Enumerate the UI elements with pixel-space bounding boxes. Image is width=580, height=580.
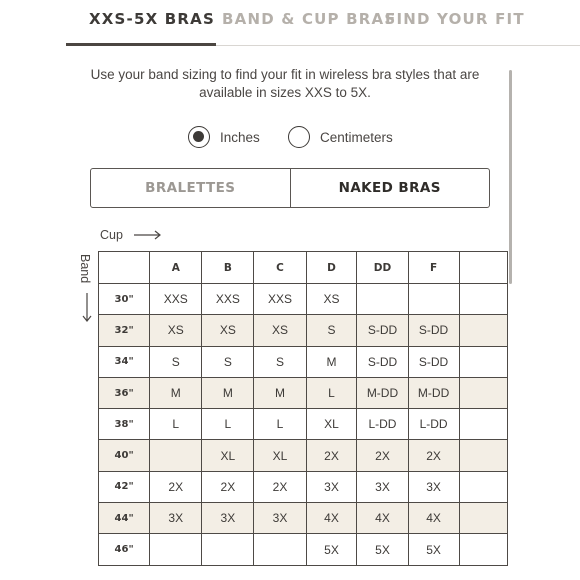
size-cell: [459, 503, 507, 534]
size-cell: M-DD: [357, 377, 408, 408]
size-cell: S-DD: [357, 315, 408, 346]
size-cell: S-DD: [408, 346, 459, 377]
size-cell: S: [150, 346, 202, 377]
table-row: [99, 284, 508, 315]
size-cell: 2X: [202, 471, 254, 502]
size-cell: 2X: [254, 471, 306, 502]
size-cell: S-DD: [408, 315, 459, 346]
band-cell: 46": [99, 534, 150, 565]
cup-header: A: [150, 252, 202, 284]
size-cell: 3X: [150, 503, 202, 534]
size-cell: XS: [306, 284, 357, 315]
table-row: [99, 377, 508, 408]
size-cell: [459, 346, 507, 377]
size-cell: S: [254, 346, 306, 377]
size-cell: S: [202, 346, 254, 377]
unit-label-centimeters: Centimeters: [320, 129, 393, 145]
table-row: [99, 503, 508, 534]
size-cell: 3X: [357, 471, 408, 502]
band-axis-label: Band: [78, 254, 92, 284]
table-row: [99, 534, 508, 565]
size-cell: M: [150, 377, 202, 408]
size-cell: XL: [202, 440, 254, 471]
band-cell: 38": [99, 409, 150, 440]
corner-cell: [99, 252, 150, 284]
size-cell: [408, 284, 459, 315]
size-cell: [202, 534, 254, 565]
arrow-down-icon: [81, 292, 93, 324]
size-cell: [150, 440, 202, 471]
size-cell: [459, 284, 507, 315]
size-cell: [459, 377, 507, 408]
size-cell: L: [202, 409, 254, 440]
band-cell: 32": [99, 315, 150, 346]
size-tabs: [0, 0, 580, 46]
size-cell: [459, 315, 507, 346]
size-cell: [254, 534, 306, 565]
table-row: [99, 346, 508, 377]
size-cell: 2X: [306, 440, 357, 471]
cup-header: C: [254, 252, 306, 284]
unit-option-inches[interactable]: [188, 126, 260, 148]
size-cell: [459, 471, 507, 502]
size-cell: XXS: [202, 284, 254, 315]
band-cell: 34": [99, 346, 150, 377]
size-cell: M: [306, 346, 357, 377]
intro-text: [80, 66, 490, 102]
size-cell: 3X: [408, 471, 459, 502]
table-row: [99, 315, 508, 346]
size-chart: [98, 251, 510, 580]
tab-xxs-5x-bras[interactable]: XXS-5X BRAS: [89, 10, 215, 28]
cup-header-row: [99, 252, 508, 284]
size-cell: 4X: [306, 503, 357, 534]
arrow-right-icon: [133, 229, 163, 241]
size-cell: 2X: [408, 440, 459, 471]
size-cell: L: [150, 409, 202, 440]
size-cell: 4X: [408, 503, 459, 534]
size-cell: XL: [254, 440, 306, 471]
size-cell: 2X: [150, 471, 202, 502]
cup-header: [459, 252, 507, 284]
size-cell: 3X: [202, 503, 254, 534]
size-cell: XS: [150, 315, 202, 346]
size-cell: M: [254, 377, 306, 408]
table-row: [99, 440, 508, 471]
size-cell: M-DD: [408, 377, 459, 408]
size-cell: XS: [254, 315, 306, 346]
size-cell: L: [306, 377, 357, 408]
size-cell: 5X: [306, 534, 357, 565]
table-row: [99, 409, 508, 440]
size-cell: [357, 284, 408, 315]
size-cell: XXS: [150, 284, 202, 315]
style-toggle: [90, 168, 490, 208]
band-cell: 36": [99, 377, 150, 408]
intro-line-2: available in sizes XXS to 5X.: [199, 85, 371, 100]
band-cell: 42": [99, 471, 150, 502]
intro-line-1: Use your band sizing to find your fit in wireless bra styles that are: [90, 67, 480, 82]
band-cell: 44": [99, 503, 150, 534]
band-cell: 30": [99, 284, 150, 315]
naked-bras-button[interactable]: NAKED BRAS: [290, 169, 490, 207]
size-chart-table: [98, 251, 508, 566]
table-row: [99, 471, 508, 502]
size-cell: [459, 440, 507, 471]
unit-label-inches: Inches: [220, 129, 260, 145]
size-cell: [459, 534, 507, 565]
size-cell: L: [254, 409, 306, 440]
size-cell: S-DD: [357, 346, 408, 377]
cup-header: D: [306, 252, 357, 284]
size-cell: L-DD: [357, 409, 408, 440]
tab-find-your-fit[interactable]: FIND YOUR FIT: [385, 10, 525, 28]
cup-header: F: [408, 252, 459, 284]
active-tab-indicator: [66, 43, 216, 46]
size-cell: M: [202, 377, 254, 408]
size-cell: 4X: [357, 503, 408, 534]
size-cell: 3X: [306, 471, 357, 502]
size-cell: S: [306, 315, 357, 346]
size-cell: 3X: [254, 503, 306, 534]
size-cell: L-DD: [408, 409, 459, 440]
tab-band-cup-bras[interactable]: BAND & CUP BRAS: [222, 10, 397, 28]
size-cell: XS: [202, 315, 254, 346]
cup-header: B: [202, 252, 254, 284]
cup-axis-label: Cup: [100, 228, 123, 242]
size-cell: [150, 534, 202, 565]
size-cell: XL: [306, 409, 357, 440]
radio-inches[interactable]: [188, 126, 210, 148]
size-cell: 5X: [357, 534, 408, 565]
size-cell: XXS: [254, 284, 306, 315]
size-cell: [459, 409, 507, 440]
band-cell: 40": [99, 440, 150, 471]
bralettes-button[interactable]: BRALETTES: [145, 180, 236, 196]
unit-option-centimeters[interactable]: [288, 126, 393, 148]
radio-centimeters[interactable]: [288, 126, 310, 148]
size-cell: 2X: [357, 440, 408, 471]
cup-header: DD: [357, 252, 408, 284]
size-cell: 5X: [408, 534, 459, 565]
